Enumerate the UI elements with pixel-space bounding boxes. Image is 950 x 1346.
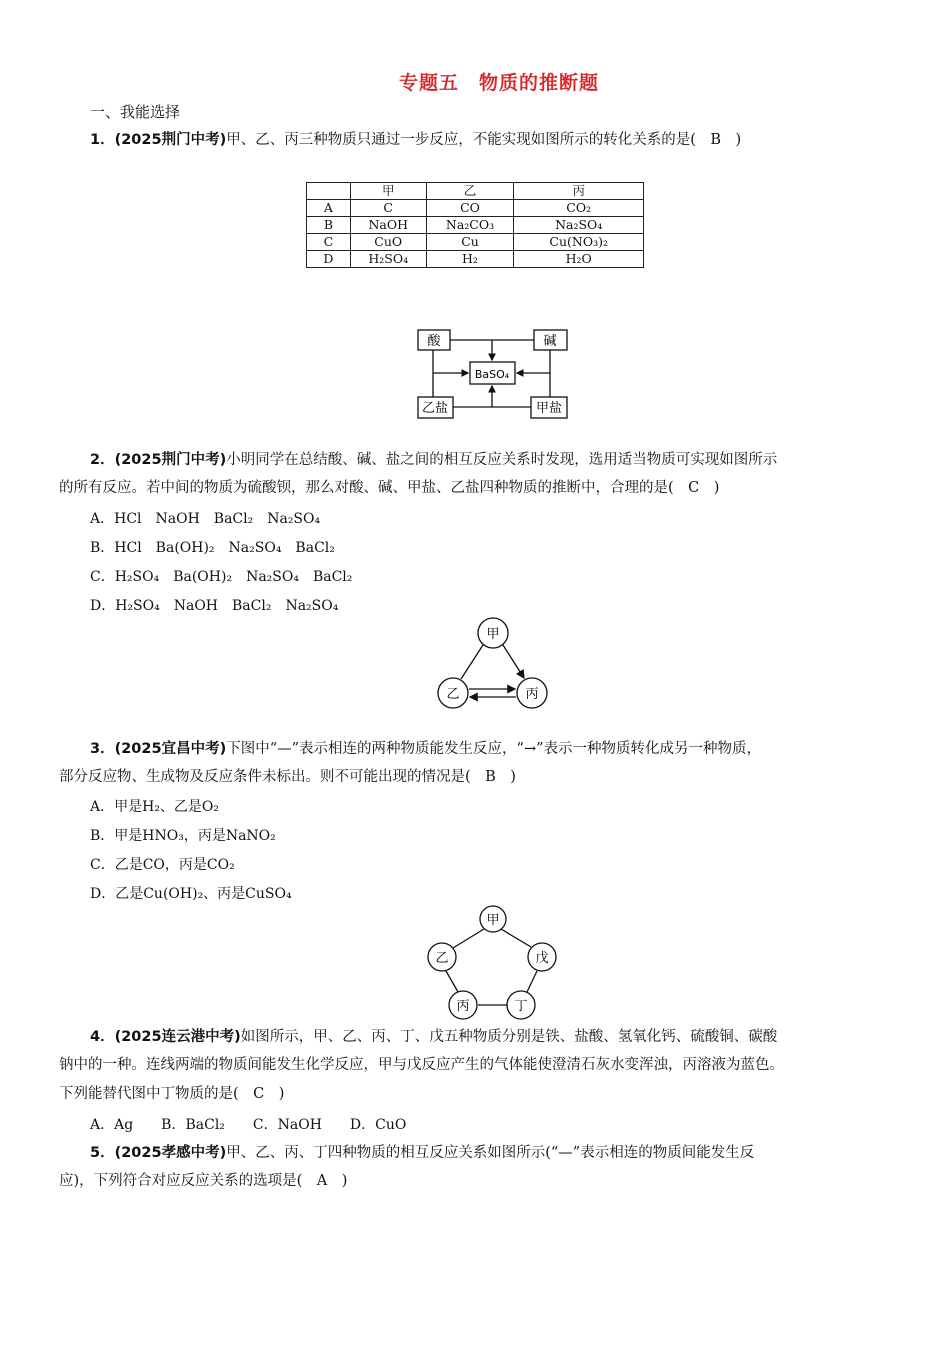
- question-4-options: A．Ag B．BaCl₂ C．NaOH D．CuO: [90, 1117, 407, 1133]
- question-5-line-2: 应)，下列符合对应反应关系的选项是( A ): [59, 1173, 348, 1189]
- question-number: 3．: [90, 741, 115, 757]
- table-cell: 甲: [350, 183, 426, 200]
- page-title: 专题五 物质的推断题: [398, 72, 599, 94]
- table-cell: 乙: [426, 183, 514, 200]
- table-cell: H₂O: [514, 251, 644, 268]
- q1-table: [306, 182, 644, 268]
- acid-label: 酸: [427, 334, 441, 349]
- question-source: (2025荆门中考): [114, 132, 227, 148]
- question-source: (2025宜昌中考): [114, 741, 227, 757]
- question-2-line-1: [90, 449, 777, 471]
- question-4-line-3: 下列能替代图中丁物质的是( C ): [59, 1086, 285, 1102]
- table-header-row: [307, 183, 644, 200]
- base-label: 碱: [543, 334, 557, 349]
- table-row: [307, 200, 644, 217]
- table-cell: CO: [426, 200, 514, 217]
- table-row: [307, 251, 644, 268]
- question-text: 下图中“—”表示相连的两种物质能发生反应，“→”表示一种物质转化成另一种物质，: [226, 741, 762, 757]
- question-3-line-2: 部分反应物、生成物及反应条件未标出。则不可能出现的情况是( B ): [59, 769, 516, 785]
- table-cell: 丙: [514, 183, 644, 200]
- table-cell: [307, 183, 351, 200]
- table-cell: Cu(NO₃)₂: [514, 234, 644, 251]
- node-yi-label: 乙: [446, 687, 460, 702]
- question-5-line-1: [90, 1142, 754, 1164]
- question-3-line-1: [90, 738, 761, 760]
- option-d: D．H₂SO₄ NaOH BaCl₂ Na₂SO₄: [90, 598, 339, 614]
- question-number: 4．: [90, 1029, 115, 1045]
- q2-diagram: [410, 322, 585, 422]
- node-ding-label: 丁: [514, 999, 528, 1014]
- question-text: 甲、乙、丙、丁四种物质的相互反应关系如图所示(“—”表示相连的物质间能发生反: [226, 1145, 755, 1161]
- table-cell: C: [307, 234, 351, 251]
- question-source: (2025连云港中考): [114, 1029, 241, 1045]
- question-text: 如图所示，甲、乙、丙、丁、戊五种物质分别是铁、盐酸、氢氧化钙、硫酸铜、碳酸: [240, 1029, 778, 1045]
- question-text: 小明同学在总结酸、碱、盐之间的相互反应关系时发现，选用适当物质可实现如图所示: [226, 452, 778, 468]
- node-jia-label: 甲: [486, 627, 500, 642]
- option-b: B．HCl Ba(OH)₂ Na₂SO₄ BaCl₂: [90, 540, 335, 556]
- table-row: [307, 217, 644, 234]
- option-a: A．HCl NaOH BaCl₂ Na₂SO₄: [90, 511, 321, 527]
- table-cell: NaOH: [350, 217, 426, 234]
- question-text: 甲、乙、丙三种物质只通过一步反应，不能实现如图所示的转化关系的是( B ): [226, 132, 742, 148]
- question-4-line-1: [90, 1026, 777, 1048]
- node-bing-label: 丙: [456, 999, 470, 1014]
- question-source: (2025孝感中考): [114, 1145, 227, 1161]
- node-wu-label: 戊: [535, 951, 549, 966]
- option-b: B．甲是HNO₃，丙是NaNO₂: [90, 828, 276, 844]
- node-bing-label: 丙: [525, 687, 539, 702]
- center-label: BaSO₄: [474, 368, 510, 381]
- option-a: A．甲是H₂、乙是O₂: [90, 799, 220, 815]
- option-d: D．乙是Cu(OH)₂、丙是CuSO₄: [90, 886, 292, 902]
- section-heading: 一、我能选择: [90, 103, 181, 121]
- table-row: [307, 234, 644, 251]
- option-c: C．H₂SO₄ Ba(OH)₂ Na₂SO₄ BaCl₂: [90, 569, 353, 585]
- question-number: 5．: [90, 1145, 115, 1161]
- table-cell: H₂SO₄: [350, 251, 426, 268]
- q3-diagram: [425, 612, 560, 712]
- table-cell: CO₂: [514, 200, 644, 217]
- node-jia-label: 甲: [486, 913, 500, 928]
- table-cell: Na₂CO₃: [426, 217, 514, 234]
- table-cell: A: [307, 200, 351, 217]
- table-cell: Cu: [426, 234, 514, 251]
- table-cell: C: [350, 200, 426, 217]
- question-2-line-2: 的所有反应。若中间的物质为硫酸钡，那么对酸、碱、甲盐、乙盐四种物质的推断中，合理的是( C ): [59, 480, 720, 496]
- question-4-line-2: 钠中的一种。连线两端的物质间能发生化学反应，甲与戊反应产生的气体能使澄清石灰水变浑浊，丙溶液为蓝色。: [59, 1057, 784, 1073]
- table-cell: D: [307, 251, 351, 268]
- table-cell: H₂: [426, 251, 514, 268]
- question-number: 1．: [90, 132, 115, 148]
- table-cell: B: [307, 217, 351, 234]
- salt-b-label: 乙盐: [421, 401, 449, 416]
- table-cell: CuO: [350, 234, 426, 251]
- node-yi-label: 乙: [435, 951, 449, 966]
- table-cell: Na₂SO₄: [514, 217, 644, 234]
- option-c: C．乙是CO，丙是CO₂: [90, 857, 235, 873]
- salt-a-label: 甲盐: [535, 401, 563, 416]
- question-1: [90, 129, 741, 151]
- question-source: (2025荆门中考): [114, 452, 227, 468]
- q4-diagram: [420, 902, 565, 1022]
- question-number: 2．: [90, 452, 115, 468]
